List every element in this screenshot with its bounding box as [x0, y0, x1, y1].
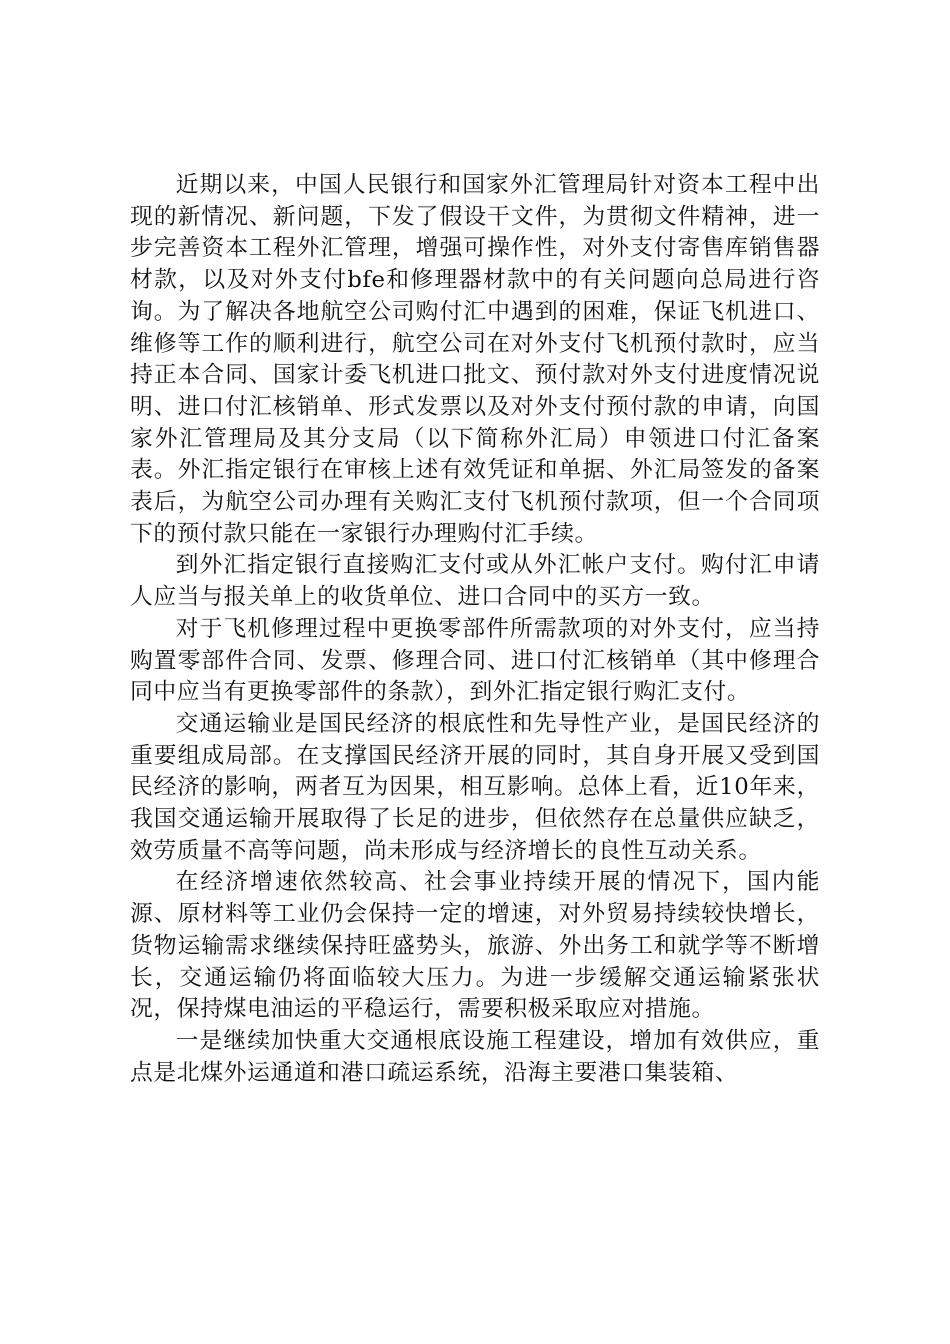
paragraph-forex-payment: 到外汇指定银行直接购汇支付或从外汇帐户支付。购付汇申请人应当与报关单上的收货单位、进口合同中的买方一致。 — [130, 552, 820, 611]
paragraph-transport-industry: 交通运输业是国民经济的根底性和先导性产业，是国民经济的重要组成局部。在支撑国民经济开展的同时，其自身开展又受到国民经济的影响，两者互为因果，相互影响。总体上看，近10年来，我国交通运输开展取得了长足的进步，但依然存在总量供应缺乏，效劳质量不高等问题，尚未形成与经济增长的良性互动关系。 — [130, 710, 820, 864]
paragraph-transport-pressure: 在经济增速依然较高、社会事业持续开展的情况下，国内能源、原材料等工业仍会保持一定的增速，对外贸易持续较快增长，货物运输需求继续保持旺盛势头，旅游、外出务工和就学等不断增长，交通运输仍将面临较大压力。为进一步缓解交通运输紧张状况，保持煤电油运的平稳运行，需要积极采取应对措施。 — [130, 869, 820, 1023]
document-body — [130, 170, 820, 1089]
paragraph-repair-parts: 对于飞机修理过程中更换零部件所需款项的对外支付，应当持购置零部件合同、发票、修理合同、进口付汇核销单（其中修理合同中应当有更换零部件的条款），到外汇指定银行购汇支付。 — [130, 615, 820, 706]
paragraph-infrastructure: 一是继续加快重大交通根底设施工程建设，增加有效供应，重点是北煤外运通道和港口疏运系统，沿海主要港口集装箱、 — [130, 1027, 820, 1086]
paragraph-forex-intro: 近期以来，中国人民银行和国家外汇管理局针对资本工程中出现的新情况、新问题，下发了假设干文件，为贯彻文件精神，进一步完善资本工程外汇管理，增强可操作性，对外支付寄售库销售器材款，以及对外支付bfe和修理器材款中的有关问题向总局进行咨询。为了解决各地航空公司购付汇中遇到的困难，保证飞机进口、维修等工作的顺利进行，航空公司在对外支付飞机预付款时，应当持正本合同、国家计委飞机进口批文、预付款对外支付进度情况说明、进口付汇核销单、形式发票以及对外支付预付款的申请，向国家外汇管理局及其分支局（以下简称外汇局）申领进口付汇备案表。外汇指定银行在审核上述有效凭证和单据、外汇局签发的备案表后，为航空公司办理有关购汇支付飞机预付款项，但一个合同项下的预付款只能在一家银行办理购付汇手续。 — [130, 172, 820, 547]
